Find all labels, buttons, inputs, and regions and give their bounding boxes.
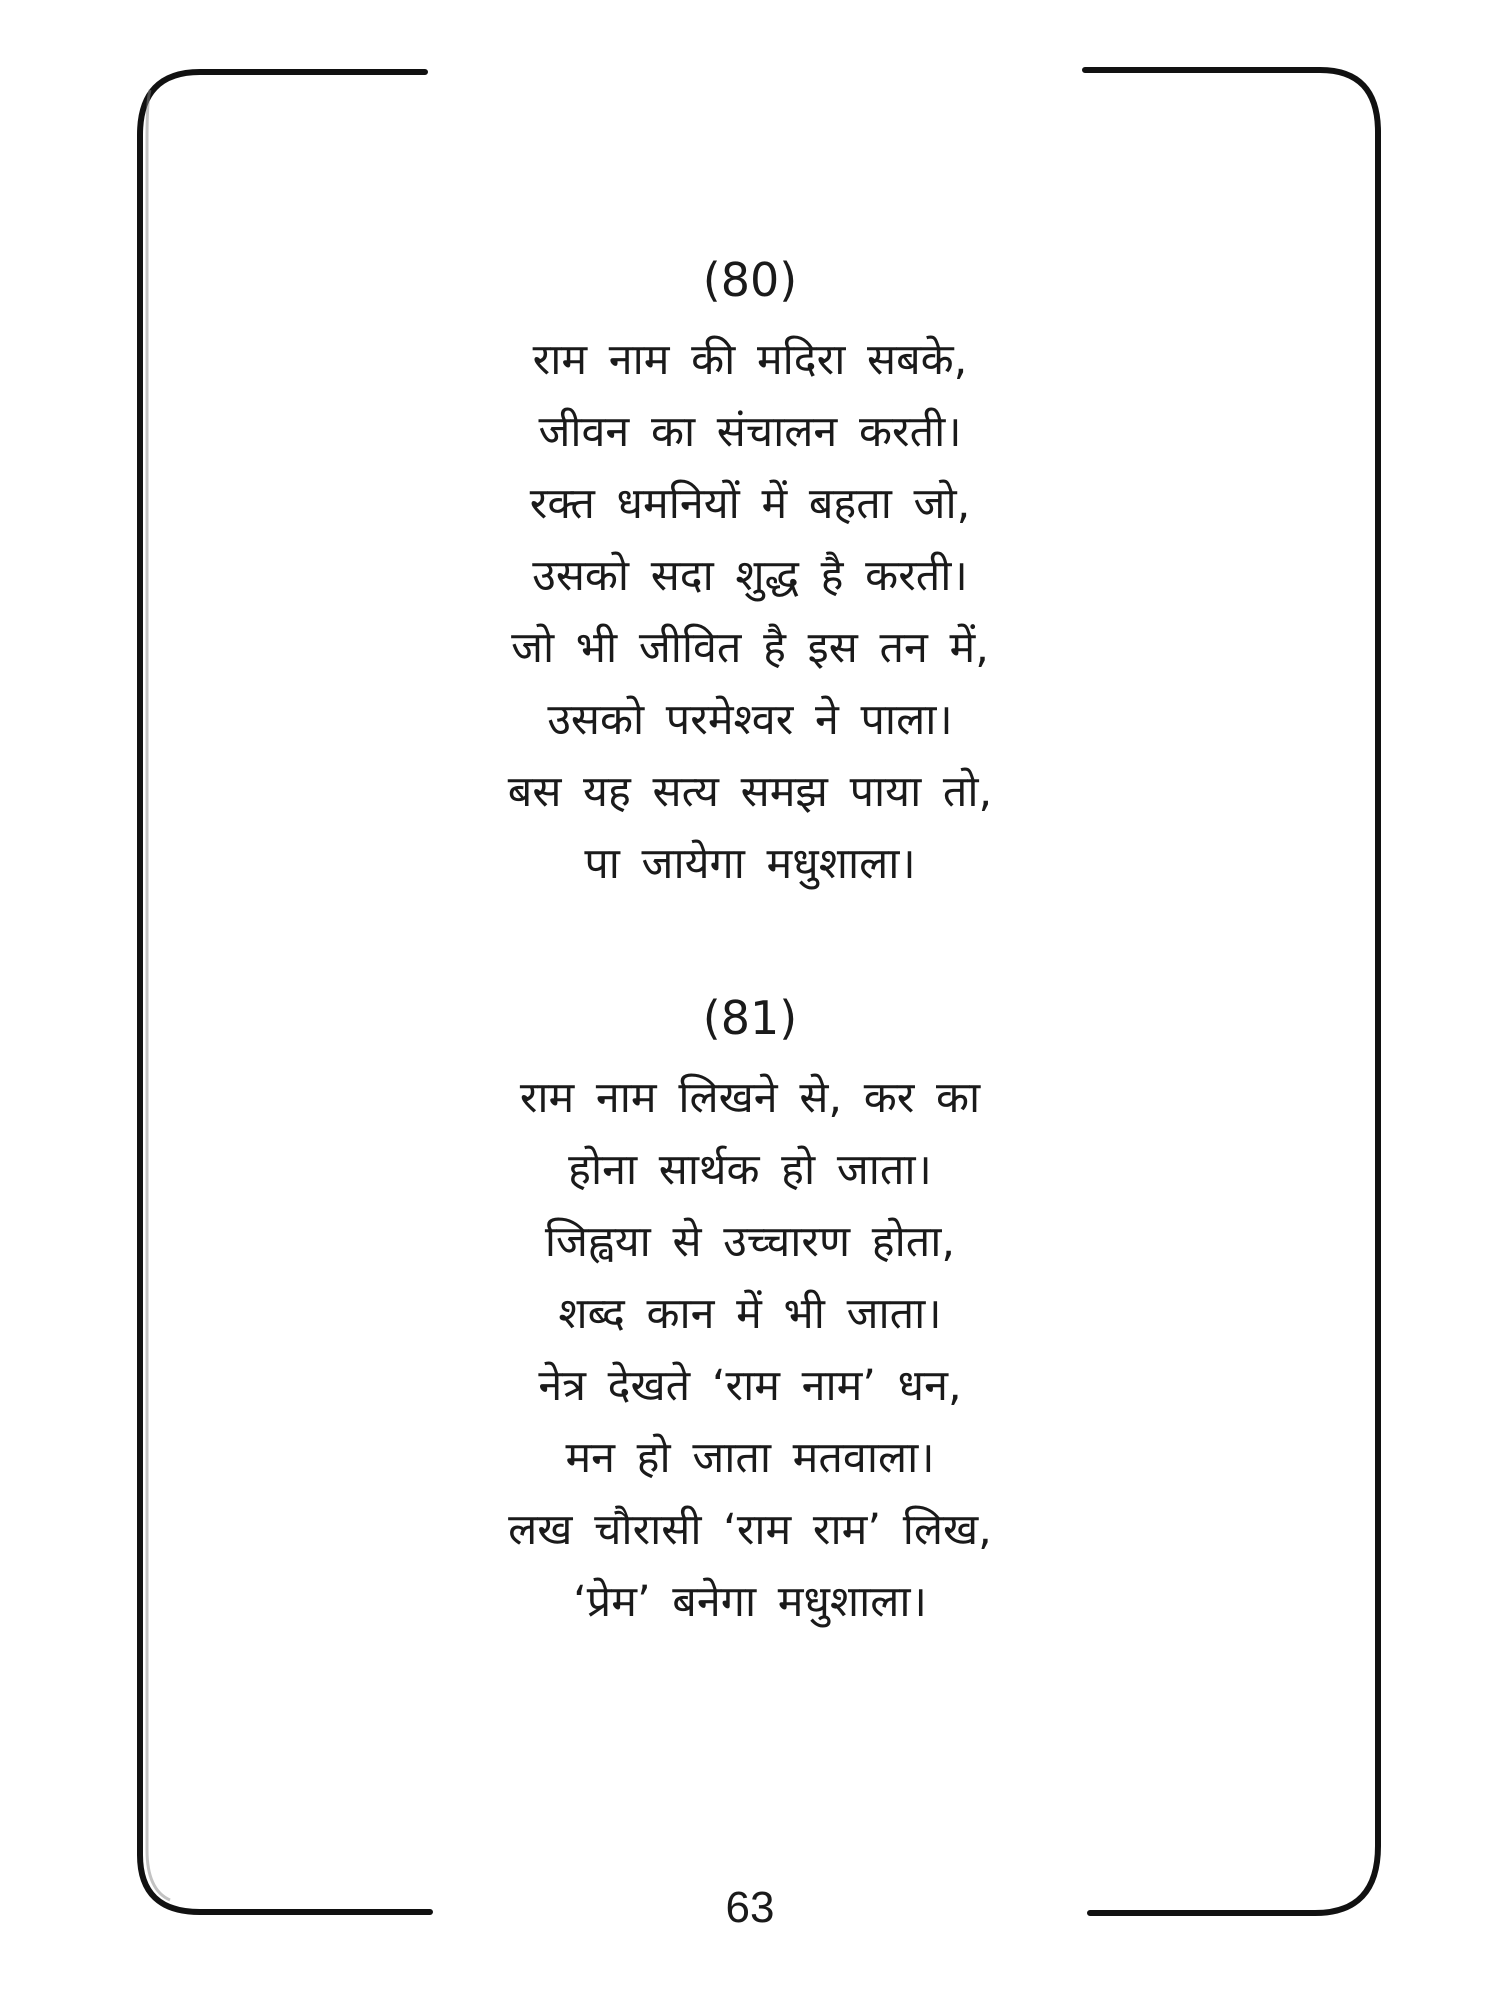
verse-line: लख चौरासी ‘राम राम’ लिख, [508, 1505, 992, 1555]
verse-line: जिह्वया से उच्चारण होता, [544, 1217, 956, 1267]
verse-line: होना सार्थक हो जाता। [568, 1145, 932, 1195]
verse-line: नेत्र देखते ‘राम नाम’ धन, [538, 1361, 962, 1411]
verse-line: मन हो जाता मतवाला। [565, 1433, 935, 1483]
verse-line: राम नाम लिखने से, कर का [519, 1073, 981, 1123]
verse-number: (80) [702, 253, 798, 307]
verse-line: उसको परमेश्वर ने पाला। [547, 695, 953, 745]
verse-line: जो भी जीवित है इस तन में, [511, 623, 989, 673]
verse-number: (81) [702, 991, 798, 1045]
verse-line: पा जायेगा मधुशाला। [584, 839, 916, 889]
verse-line: जीवन का संचालन करती। [538, 407, 962, 457]
page-number: 63 [725, 1883, 775, 1932]
verse-line: ‘प्रेम’ बनेगा मधुशाला। [573, 1577, 927, 1627]
verse-line: बस यह सत्य समझ पाया तो, [507, 767, 993, 817]
verse-line: रक्त धमनियों में बहता जो, [529, 479, 971, 529]
verse-line: राम नाम की मदिरा सबके, [532, 335, 968, 385]
verse-line: उसको सदा शुद्ध है करती। [532, 551, 968, 601]
verse-line: शब्द कान में भी जाता। [558, 1289, 942, 1339]
verse-80 [0, 324, 1500, 900]
verse-81 [0, 1062, 1500, 1638]
